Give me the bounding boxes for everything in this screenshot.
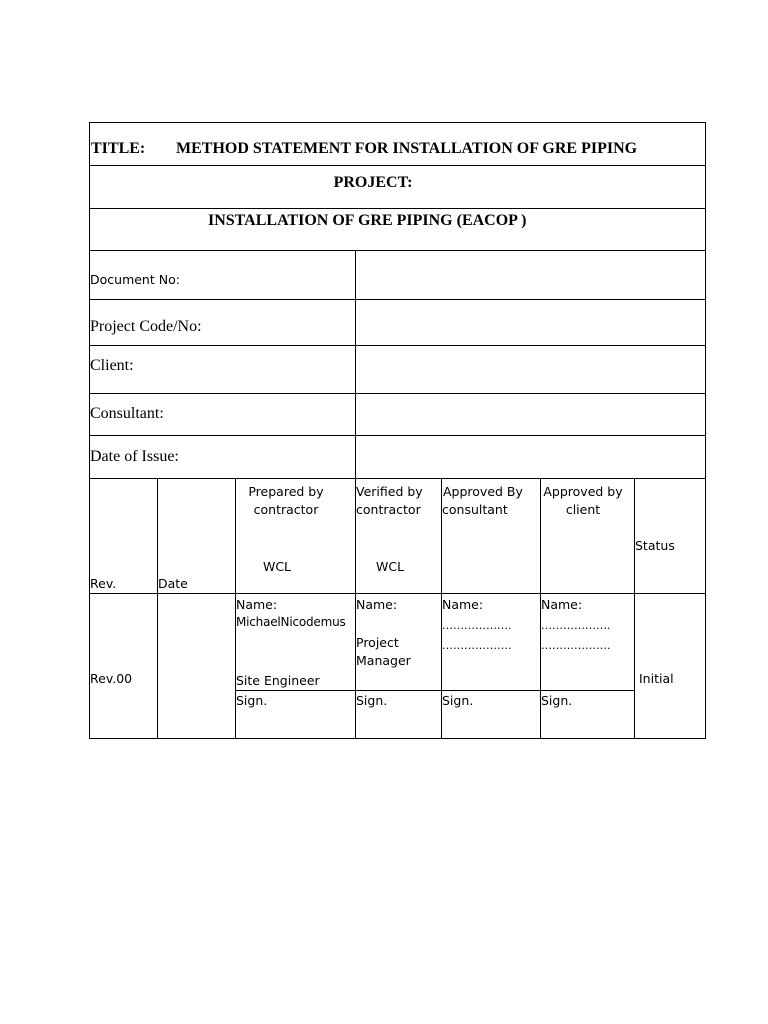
divider [89,250,706,251]
client-sign-label: Sign. [541,693,573,708]
project-code-label: Project Code/No: [90,318,202,335]
verified-by-header: Verified by [356,484,423,499]
project-label: PROJECT: [333,174,413,191]
divider [235,690,634,691]
rev-value: Rev.00 [90,671,133,686]
verified-by-header: contractor [356,502,421,517]
verified-sign-label: Sign. [356,693,388,708]
divider [89,393,706,394]
divider [89,299,706,300]
status-value: Initial [639,671,674,686]
title-label: TITLE: [91,140,146,157]
divider [89,478,706,479]
verified-role: Project [356,635,399,650]
divider [355,250,356,478]
prepared-by-header: contractor [253,502,319,517]
divider [157,478,158,739]
client-name-label: Name: [541,597,583,612]
divider [89,165,706,166]
document-title: METHOD STATEMENT FOR INSTALLATION OF GRE PIPING [176,140,638,157]
prepared-by-header: Prepared by [248,484,324,499]
prepared-name: MichaelNicodemus [236,615,346,629]
divider [89,435,706,436]
consultant-name-label: Name: [442,597,484,612]
divider [89,208,706,209]
consultant-label: Consultant: [90,405,164,422]
verified-name-label: Name: [356,597,398,612]
divider [89,345,706,346]
divider [634,478,635,739]
prepared-by-org: WCL [262,559,292,574]
status-header: Status [635,538,675,553]
approved-by-consultant-header: consultant [442,502,508,517]
client-name-dots: ………………. [541,619,611,632]
approved-by-client-header: Approved by [543,484,623,499]
client-name-dots: ………………. [541,639,611,652]
consultant-name-dots: ………………. [442,639,512,652]
approved-by-client-header: client [565,502,601,517]
document-no-label: Document No: [90,272,180,287]
divider [89,593,706,594]
prepared-sign-label: Sign. [236,693,268,708]
prepared-role: Site Engineer [236,673,320,688]
date-header: Date [158,576,188,591]
rev-header: Rev. [90,576,117,591]
date-of-issue-label: Date of Issue: [90,448,179,465]
approved-by-consultant-header: Approved By [443,484,523,499]
client-label: Client: [90,357,134,374]
consultant-name-dots: ………………. [442,619,512,632]
verified-role: Manager [356,653,411,668]
consultant-sign-label: Sign. [442,693,474,708]
verified-by-org: WCL [376,559,405,574]
project-title: INSTALLATION OF GRE PIPING (EACOP ) [208,212,527,229]
prepared-name-label: Name: [236,597,278,612]
